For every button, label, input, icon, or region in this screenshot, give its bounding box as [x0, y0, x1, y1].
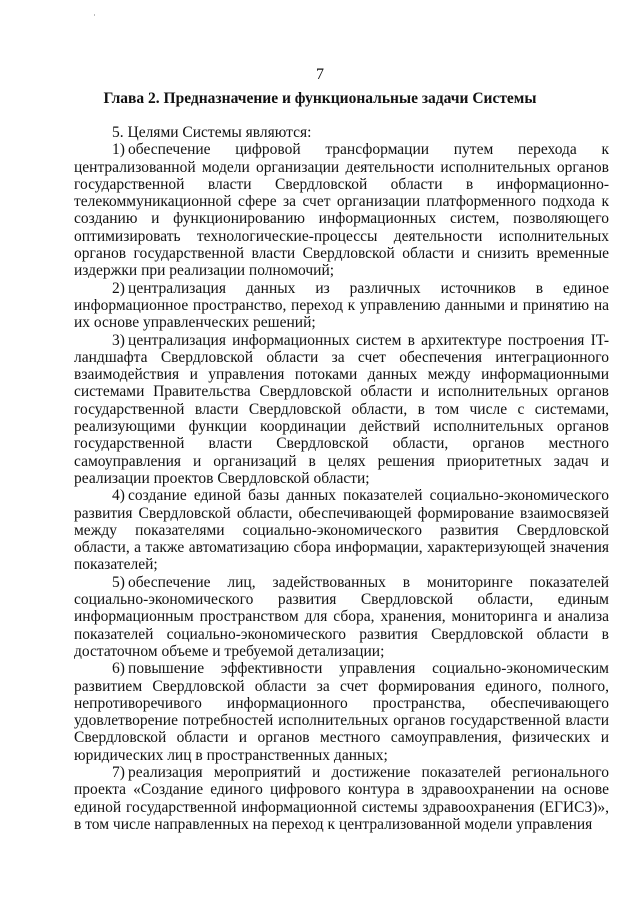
- document-body: [74, 124, 609, 833]
- list-item-5: [74, 574, 609, 660]
- item-number: 2): [112, 279, 125, 297]
- item-number: 1): [112, 141, 125, 159]
- item-number: 3): [112, 331, 125, 349]
- item-number: 5): [112, 573, 125, 591]
- item-text: обеспечение цифровой трансформации путем перехода к централизованной модели организации деятельности исполнительных органов государственной власти Свердловской области в информационно-телекоммуникационной сфере за счет организации платформенного подхода к созданию и функционированию информационных систем, позволяющего оптимизировать технологические-процессы деятельности исполнительных органов государственной власти Свердловской области и снизить временные издержки при реализации полномочий;: [74, 141, 609, 280]
- page-number: 7: [316, 66, 324, 83]
- chapter-title: Глава 2. Предназначение и функциональные задачи Системы: [103, 90, 537, 107]
- item-text: централизация данных из различных источников в единое информационное пространство, переход к управлению данными и принятию на их основе управленческих решений;: [74, 279, 609, 332]
- item-text: централизация информационных систем в архитектуре построения IT-ландшафта Свердловской области за счет обеспечения интеграционного взаимодействия и управления потоками данных между информационными системами Правительства Свердловской области и исполнительных органов государственной власти Свердловской области, в том числе с системами, реализующими функции координации действий исполнительных органов государственной власти Свердловской области, органов местного самоуправления и организаций в целях решения приоритетных задач и реализации проектов Свердловской области;: [74, 331, 609, 487]
- item-number: 7): [112, 763, 125, 781]
- list-item-3: [74, 332, 609, 488]
- item-text: реализация мероприятий и достижение показателей регионального проекта «Создание единого цифрового контура в здравоохранении на основе единой государственной информационной системы здравоохранения (ЕГИСЗ)», в том числе направленных на переход к централизованной модели управления: [74, 763, 609, 833]
- intro-paragraph: 5. Целями Системы являются:: [112, 124, 312, 141]
- item-number: 4): [112, 487, 125, 505]
- list-item-6: [74, 660, 609, 764]
- list-item-1: [74, 141, 609, 279]
- item-number: 6): [112, 660, 125, 678]
- item-text: повышение эффективности управления социально-экономическим развитием Свердловской области за счет формирования единого, полного, непротиворечивого информационного пространства, обеспечивающего удовлетворение потребностей исполнительных органов государственной власти Свердловской области и органов местного самоуправления, физических и юридических лиц в пространственных данных;: [74, 660, 609, 764]
- list-item-7: [74, 764, 609, 833]
- item-text: создание единой базы данных показателей социально-экономического развития Свердловской области, обеспечивающей формирование взаимосвязей между показателями социально-экономического развития Свердловской области, а также автоматизацию сбора информации, характеризующей значения показателей;: [74, 487, 609, 574]
- item-text: обеспечение лиц, задействованных в мониторинге показателей социально-экономического развития Свердловской области, единым информационным пространством для сбора, хранения, мониторинга и анализа показателей социально-экономического развития Свердловской области в достаточном объеме и требуемой детализации;: [74, 573, 609, 660]
- list-item-2: [74, 280, 609, 332]
- list-item-4: [74, 487, 609, 573]
- scan-artifact: [94, 14, 95, 16]
